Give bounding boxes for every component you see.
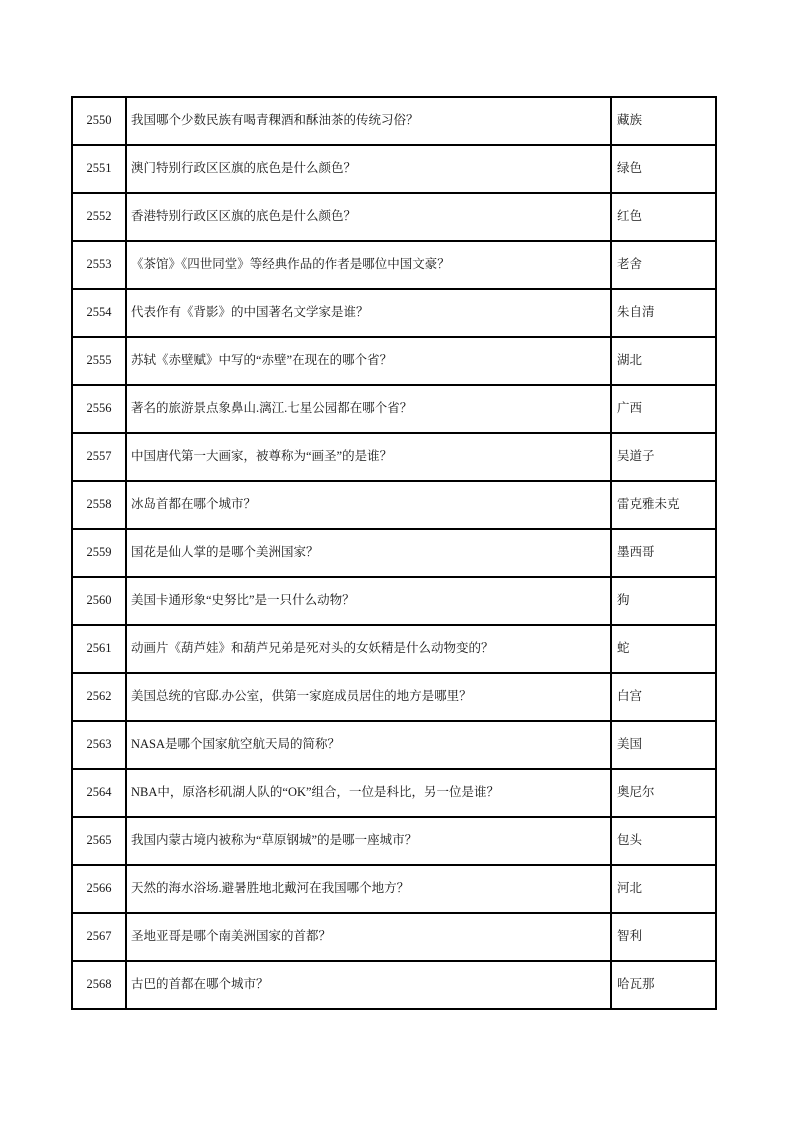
- question-text: 苏轼《赤壁赋》中写的“赤壁”在现在的哪个省？: [126, 337, 611, 385]
- question-number: 2553: [72, 241, 126, 289]
- question-number: 2550: [72, 97, 126, 145]
- table-row: [72, 817, 716, 865]
- answer-text: 湖北: [611, 337, 716, 385]
- quiz-table-body: [72, 97, 716, 1009]
- table-row: [72, 97, 716, 145]
- question-text: 代表作有《背影》的中国著名文学家是谁？: [126, 289, 611, 337]
- question-text: 我国哪个少数民族有喝青稞酒和酥油茶的传统习俗？: [126, 97, 611, 145]
- question-number: 2560: [72, 577, 126, 625]
- answer-text: 白宫: [611, 673, 716, 721]
- question-text: 天然的海水浴场.避暑胜地北戴河在我国哪个地方？: [126, 865, 611, 913]
- question-number: 2552: [72, 193, 126, 241]
- question-text: 国花是仙人掌的是哪个美洲国家？: [126, 529, 611, 577]
- answer-text: 奥尼尔: [611, 769, 716, 817]
- question-number: 2558: [72, 481, 126, 529]
- table-row: [72, 625, 716, 673]
- question-text: 中国唐代第一大画家，被尊称为“画圣”的是谁？: [126, 433, 611, 481]
- answer-text: 朱自清: [611, 289, 716, 337]
- question-text: 香港特别行政区区旗的底色是什么颜色？: [126, 193, 611, 241]
- table-row: [72, 145, 716, 193]
- question-text: 动画片《葫芦娃》和葫芦兄弟是死对头的女妖精是什么动物变的？: [126, 625, 611, 673]
- answer-text: 狗: [611, 577, 716, 625]
- question-text: 美国卡通形象“史努比”是一只什么动物？: [126, 577, 611, 625]
- table-row: [72, 241, 716, 289]
- answer-text: 哈瓦那: [611, 961, 716, 1009]
- answer-text: 智利: [611, 913, 716, 961]
- table-row: [72, 289, 716, 337]
- question-number: 2559: [72, 529, 126, 577]
- table-row: [72, 577, 716, 625]
- table-row: [72, 529, 716, 577]
- table-row: [72, 433, 716, 481]
- table-row: [72, 721, 716, 769]
- question-text: 我国内蒙古境内被称为“草原钢城”的是哪一座城市？: [126, 817, 611, 865]
- question-text: 《茶馆》《四世同堂》等经典作品的作者是哪位中国文豪？: [126, 241, 611, 289]
- question-number: 2554: [72, 289, 126, 337]
- table-row: [72, 865, 716, 913]
- quiz-table: [71, 96, 717, 1010]
- question-text: 古巴的首都在哪个城市？: [126, 961, 611, 1009]
- question-text: 冰岛首都在哪个城市？: [126, 481, 611, 529]
- question-number: 2551: [72, 145, 126, 193]
- question-number: 2568: [72, 961, 126, 1009]
- table-row: [72, 673, 716, 721]
- table-row: [72, 193, 716, 241]
- question-text: 澳门特别行政区区旗的底色是什么颜色？: [126, 145, 611, 193]
- question-text: NASA是哪个国家航空航天局的简称？: [126, 721, 611, 769]
- question-number: 2567: [72, 913, 126, 961]
- answer-text: 藏族: [611, 97, 716, 145]
- question-number: 2562: [72, 673, 126, 721]
- answer-text: 绿色: [611, 145, 716, 193]
- answer-text: 雷克雅未克: [611, 481, 716, 529]
- table-row: [72, 481, 716, 529]
- table-row: [72, 769, 716, 817]
- question-number: 2561: [72, 625, 126, 673]
- question-number: 2556: [72, 385, 126, 433]
- table-row: [72, 385, 716, 433]
- question-text: 圣地亚哥是哪个南美洲国家的首都？: [126, 913, 611, 961]
- answer-text: 红色: [611, 193, 716, 241]
- question-text: 美国总统的官邸.办公室，供第一家庭成员居住的地方是哪里？: [126, 673, 611, 721]
- table-row: [72, 961, 716, 1009]
- question-text: 著名的旅游景点象鼻山.漓江.七星公园都在哪个省？: [126, 385, 611, 433]
- question-number: 2566: [72, 865, 126, 913]
- answer-text: 蛇: [611, 625, 716, 673]
- question-number: 2555: [72, 337, 126, 385]
- answer-text: 广西: [611, 385, 716, 433]
- answer-text: 包头: [611, 817, 716, 865]
- answer-text: 墨西哥: [611, 529, 716, 577]
- answer-text: 吴道子: [611, 433, 716, 481]
- table-row: [72, 337, 716, 385]
- answer-text: 河北: [611, 865, 716, 913]
- answer-text: 老舍: [611, 241, 716, 289]
- question-number: 2565: [72, 817, 126, 865]
- question-text: NBA中，原洛杉矶湖人队的“OK”组合，一位是科比，另一位是谁？: [126, 769, 611, 817]
- question-number: 2563: [72, 721, 126, 769]
- question-number: 2564: [72, 769, 126, 817]
- table-row: [72, 913, 716, 961]
- question-number: 2557: [72, 433, 126, 481]
- answer-text: 美国: [611, 721, 716, 769]
